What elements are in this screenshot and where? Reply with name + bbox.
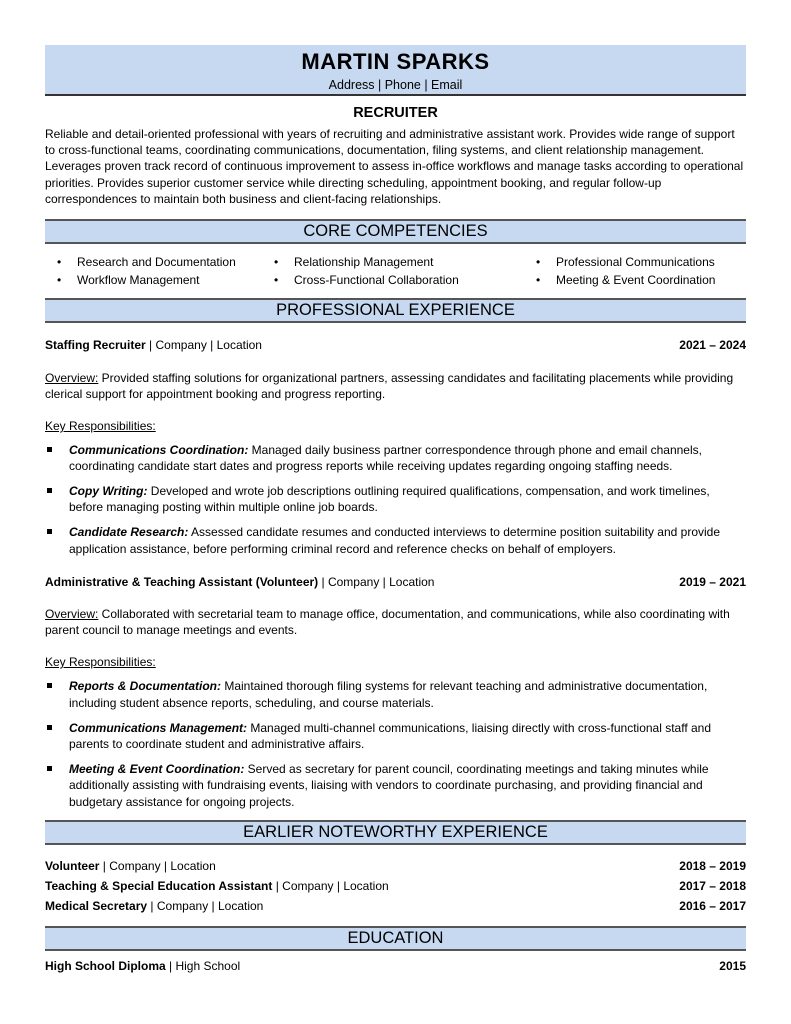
bullet-icon: •: [274, 255, 279, 270]
job-role: Administrative & Teaching Assistant (Volunteer): [45, 574, 319, 589]
job-dates: 2021 – 2024: [679, 338, 746, 353]
key-responsibilities-label: Key Responsibilities:: [45, 655, 156, 670]
job-role: Teaching & Special Education Assistant: [45, 878, 273, 893]
square-bullet-icon: [47, 529, 52, 534]
section-professional-experience: PROFESSIONAL EXPERIENCE: [45, 298, 746, 323]
square-bullet-icon: [47, 725, 52, 730]
bullet-icon: •: [536, 273, 541, 288]
resume-page: [45, 45, 746, 974]
competency-item: • Meeting & Event Coordination: [536, 273, 716, 288]
responsibility-item: Communications Coordination: Managed daily business partner correspondence through phone and email channels, coordinating candidate start dates and progress reports while receiving updates regarding ongoing staffing needs.: [45, 442, 746, 474]
responsibility-item: Copy Writing: Developed and wrote job descriptions outlining required qualifications, compensation, and work timelines, before managing posting within multiple online job boards.: [45, 483, 746, 515]
job-overview: Overview: Collaborated with secretarial team to manage office, documentation, and communications, while also coordinating with parent council to manage meetings and events.: [45, 606, 730, 638]
section-education: EDUCATION: [45, 926, 746, 951]
summary-paragraph: Reliable and detail-oriented professional with years of recruiting and administrative assistant work. Provides wide range of support to cross-functional teams, coordinating communications, documentation, filing systems, and client relationship management. Leverages proven track record of continuous improvement to assess in-office workflows and manage tasks according to operational priorities. Provides superior customer service while directing scheduling, appointment booking, and regular follow-up correspondences to maintain both business and client-facing relationships.: [45, 127, 744, 206]
competency-item: • Professional Communications: [536, 255, 715, 270]
job-role: Medical Secretary: [45, 898, 148, 913]
education-item: [45, 958, 746, 974]
responsibility-item: Meeting & Event Coordination: Served as secretary for parent council, coordinating meetings and taking minutes while additionally assisting with fundraising events, liaising with vendors to coordinate purchasing, and providing financial and budgetary assistance for ongoing projects.: [45, 761, 746, 810]
job-dates: 2019 – 2021: [679, 574, 746, 589]
key-responsibilities-label: Key Responsibilities:: [45, 419, 156, 434]
earlier-job: Teaching & Special Education Assistant | Company | Location 2017 – 2018: [45, 878, 746, 893]
bullet-icon: •: [57, 273, 62, 288]
overview-label: Overview:: [45, 606, 99, 621]
education-year: 2015: [719, 958, 746, 973]
square-bullet-icon: [47, 447, 52, 452]
job-heading: [45, 574, 746, 590]
job-heading: [45, 337, 746, 353]
job-overview: Overview: Provided staffing solutions for organizational partners, assessing candidates and facilitating placements while providing clerical support for appointment booking and progress reporting.: [45, 371, 734, 402]
responsibility-item: Communications Management: Managed multi-channel communications, liaising directly with cross-functional staff and parents to coordinate student and administrative affairs.: [45, 720, 746, 752]
responsibility-item: Candidate Research: Assessed candidate resumes and conducted interviews to determine position suitability and provide application assistance, before performing criminal record and reference checks on behalf of employers.: [45, 524, 746, 556]
section-earlier-experience: EARLIER NOTEWORTHY EXPERIENCE: [45, 820, 746, 845]
responsibility-item: Reports & Documentation: Maintained thorough filing systems for relevant teaching and administrative documentation, including student absence reports, scheduling, and course materials.: [45, 678, 746, 710]
header-band: [45, 45, 746, 96]
competencies-grid: [45, 251, 746, 298]
bullet-icon: •: [536, 255, 541, 270]
competency-item: • Cross-Functional Collaboration: [274, 273, 459, 288]
section-core-competencies: CORE COMPETENCIES: [45, 219, 746, 244]
overview-label: Overview:: [45, 371, 99, 386]
competency-item: • Research and Documentation: [57, 255, 236, 270]
job-title: RECRUITER: [353, 105, 438, 121]
school: | High School: [165, 958, 241, 973]
competency-item: • Workflow Management: [57, 273, 200, 288]
contact-line: Address | Phone | Email: [328, 78, 463, 92]
job-role: Staffing Recruiter: [45, 338, 146, 353]
square-bullet-icon: [47, 488, 52, 493]
bullet-icon: •: [57, 255, 62, 270]
job-dates: 2016 – 2017: [679, 898, 746, 913]
earlier-job: Volunteer | Company | Location 2018 – 2019: [45, 858, 746, 873]
competency-item: • Relationship Management: [274, 255, 434, 270]
job-company-location: | Company | Location: [318, 574, 435, 589]
job-dates: 2018 – 2019: [679, 858, 746, 873]
square-bullet-icon: [47, 766, 52, 771]
job-role: Volunteer: [45, 858, 100, 873]
earlier-job: Medical Secretary | Company | Location 2016 – 2017: [45, 898, 746, 913]
square-bullet-icon: [47, 683, 52, 688]
candidate-name: MARTIN SPARKS: [301, 49, 490, 74]
job-company-location: | Company | Location: [145, 338, 262, 353]
bullet-icon: •: [274, 273, 279, 288]
job-dates: 2017 – 2018: [679, 878, 746, 893]
degree: High School Diploma: [45, 958, 166, 973]
